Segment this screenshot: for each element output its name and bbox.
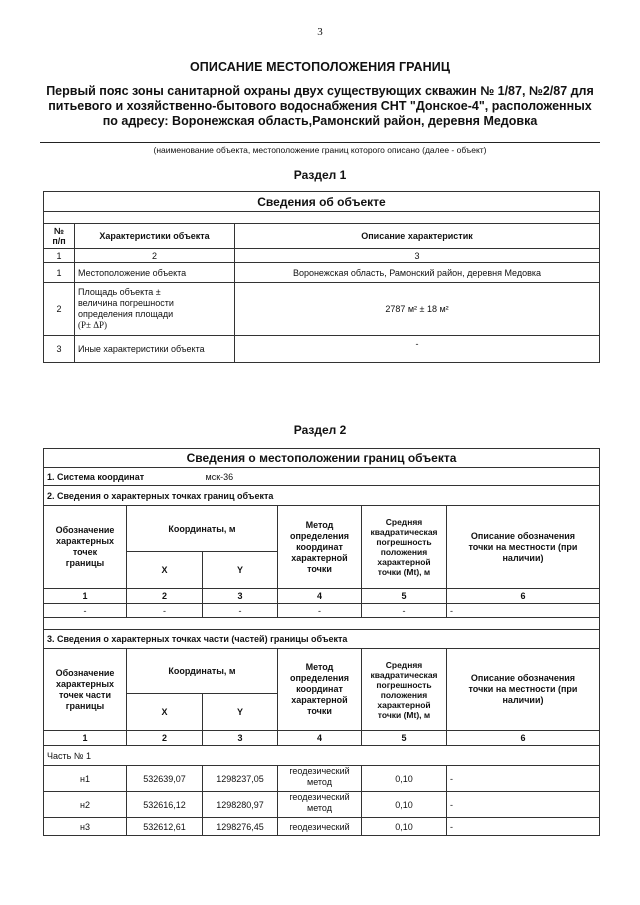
section1-title: Раздел 1 [293, 168, 347, 182]
table-row [44, 766, 600, 792]
table-row [44, 818, 600, 836]
header-method: Метод определения координат характерной точки [278, 506, 362, 589]
col-number: 1 [44, 589, 127, 604]
col-number: 3 [203, 589, 278, 604]
header-desc: Описание обозначения точки на местности (при наличии) [447, 649, 600, 731]
cell-error: 0,10 [362, 792, 447, 818]
cell-method: геодезический [278, 818, 362, 836]
row-characteristic-cell [75, 283, 235, 336]
header-description: Описание характеристик [235, 224, 600, 249]
cell-y: - [203, 604, 278, 618]
col-number: 5 [362, 589, 447, 604]
col-number: 3 [203, 731, 278, 746]
cell-y: 1298276,45 [203, 818, 278, 836]
header-point-part: Обозначение характерных точек части границы [44, 649, 127, 731]
document-title: ОПИСАНИЕ МЕСТОПОЛОЖЕНИЯ ГРАНИЦ [189, 60, 451, 74]
row-num: 3 [44, 336, 75, 363]
row-description: 2787 м² ± 18 м² [235, 283, 600, 336]
header-coords: Координаты, м [127, 506, 278, 552]
col-number: 2 [127, 589, 203, 604]
cell-x: 532612,61 [127, 818, 203, 836]
cell-y: 1298237,05 [203, 766, 278, 792]
row-characteristic: Местоположение объекта [75, 263, 235, 283]
header-point: Обозначение характерных точек границы [44, 506, 127, 589]
part-label: Часть № 1 [44, 746, 600, 766]
col-number: 6 [447, 731, 600, 746]
header-x: X [127, 694, 203, 731]
header-y: Y [203, 552, 278, 589]
cell-x: - [127, 604, 203, 618]
cell-error: 0,10 [362, 818, 447, 836]
cell-point: - [44, 604, 127, 618]
table-row [44, 283, 600, 336]
table-row [44, 263, 600, 283]
col-number: 1 [44, 731, 127, 746]
cell-desc: - [447, 792, 600, 818]
cell-method: геодезический метод [278, 792, 362, 818]
cell-method: геодезический метод [278, 766, 362, 792]
sub2-title: 2. Сведения о характерных точках границ объекта [44, 486, 600, 506]
col-number: 6 [447, 589, 600, 604]
cell-desc: - [447, 818, 600, 836]
cell-desc: - [447, 766, 600, 792]
table-row [44, 336, 600, 363]
page-number: 3 [317, 26, 323, 38]
cell-point: н3 [44, 818, 127, 836]
row-description-cell [235, 336, 600, 363]
cell-point: н1 [44, 766, 127, 792]
row-characteristic: Иные характеристики объекта [75, 336, 235, 363]
spacer-row [44, 212, 600, 224]
boundary-info-table [43, 448, 600, 836]
col-number: 1 [44, 249, 75, 263]
header-error: Средняя квадратическая погрешность положения характерной точки (Mt), м [362, 506, 447, 589]
row-num: 1 [44, 263, 75, 283]
cell-point: н2 [44, 792, 127, 818]
cell-x: 532616,12 [127, 792, 203, 818]
cell-method: - [278, 604, 362, 618]
col-number: 4 [278, 731, 362, 746]
object-info-table-title: Сведения об объекте [44, 192, 600, 212]
header-x: X [127, 552, 203, 589]
col-number: 2 [127, 731, 203, 746]
coord-system-value: мск-36 [203, 468, 600, 486]
row-description: Воронежская область, Рамонский район, деревня Медовка [235, 263, 600, 283]
section2-title: Раздел 2 [293, 423, 347, 437]
header-error: Средняя квадратическая погрешность положения характерной точки (Mt), м [362, 649, 447, 731]
header-num: № п/п [44, 224, 75, 249]
col-number: 5 [362, 731, 447, 746]
header-characteristic: Характеристики объекта [75, 224, 235, 249]
cell-error: 0,10 [362, 766, 447, 792]
spacer-row [44, 618, 600, 630]
object-name-rule [40, 142, 600, 143]
object-name: Первый пояс зоны санитарной охраны двух существующих скважин № 1/87, №2/87 для питьевого и хозяйственно-бытового водоснабжения СНТ "Донское-4", расположенных по адресу: Воронежская область,Рамонский район, деревня Медовка [46, 84, 594, 128]
header-desc: Описание обозначения точки на местности (при наличии) [447, 506, 600, 589]
cell-y: 1298280,97 [203, 792, 278, 818]
col-number: 4 [278, 589, 362, 604]
object-caption: (наименование объекта, местоположение границ которого описано (далее - объект) [153, 145, 487, 155]
table-row [44, 604, 600, 618]
row-characteristic-note: (P± ΔP) [78, 320, 107, 330]
header-method: Метод определения координат характерной точки [278, 649, 362, 731]
row-description: - [415, 339, 419, 349]
object-info-table [43, 191, 600, 363]
cell-error: - [362, 604, 447, 618]
header-coords: Координаты, м [127, 649, 278, 694]
row-characteristic: Площадь объекта ± величина погрешности определения площади [78, 287, 174, 319]
coord-system-label: 1. Система координат [44, 468, 203, 486]
col-number: 3 [235, 249, 600, 263]
cell-x: 532639,07 [127, 766, 203, 792]
col-number: 2 [75, 249, 235, 263]
row-num: 2 [44, 283, 75, 336]
header-y: Y [203, 694, 278, 731]
sub3-title: 3. Сведения о характерных точках части (частей) границы объекта [44, 630, 600, 649]
cell-desc: - [447, 604, 600, 618]
table-row [44, 792, 600, 818]
boundary-table-title: Сведения о местоположении границ объекта [44, 449, 600, 468]
